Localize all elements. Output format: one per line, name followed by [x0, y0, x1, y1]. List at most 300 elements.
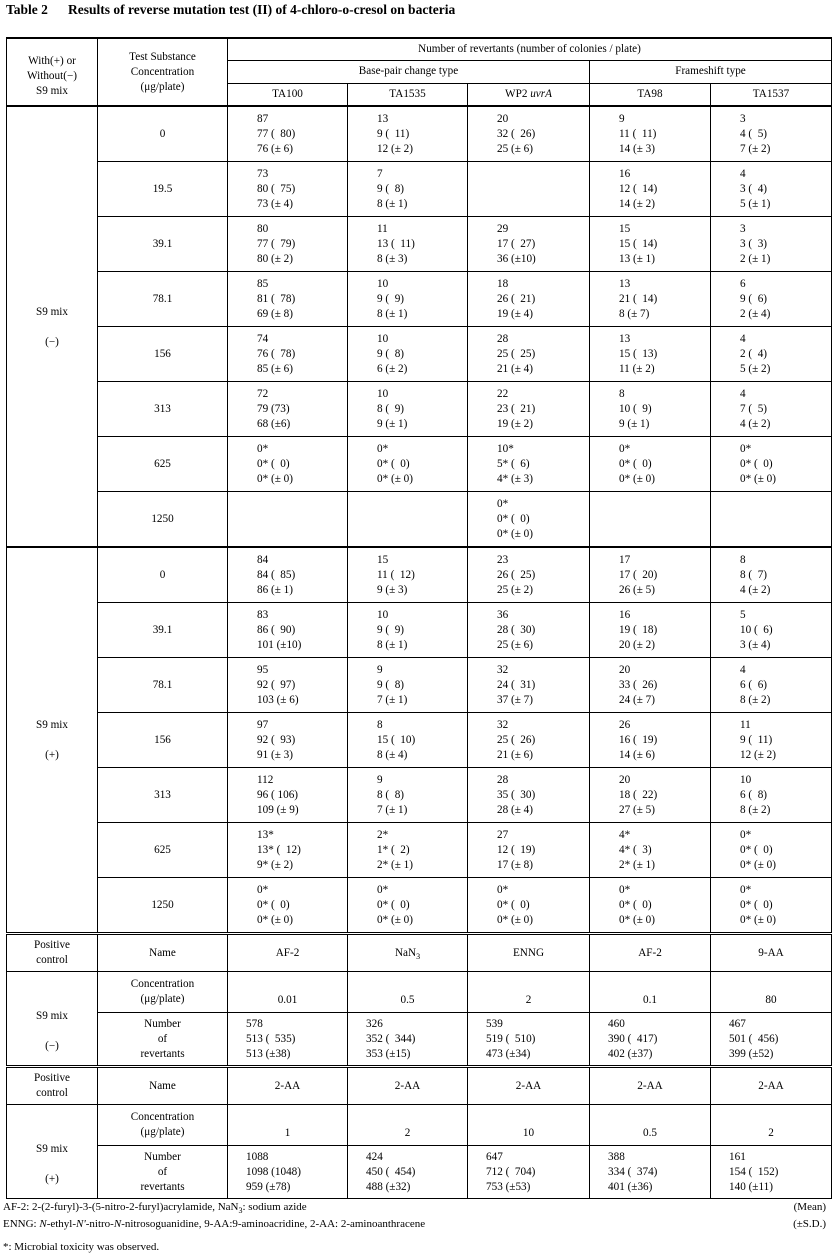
concentration-cell: 156 — [98, 713, 228, 768]
footnote-abbrev-1: AF-2: 2-(2-furyl)-3-(5-nitro-2-furyl)acrylamide, NaN$_3$: sodium azide — [3, 1201, 307, 1216]
colony-count: 8 (± 1) — [377, 638, 408, 651]
table-row — [7, 217, 832, 272]
colony-count: 9* (± 2) — [257, 858, 293, 871]
colony-count: 6 ( 8) — [740, 788, 768, 801]
colony-count: 80 ( 75) — [257, 182, 296, 195]
strain-header: TA1537 — [711, 83, 832, 106]
colony-count: 92 ( 93) — [257, 733, 296, 746]
s9-header-line: Without(−) — [27, 69, 77, 82]
positive-control-line: Positive — [33, 1072, 71, 1084]
table-caption: Results of reverse mutation test (II) of 4-chloro-o-cresol on bacteria — [68, 2, 456, 17]
colony-count: 69 (± 8) — [257, 307, 293, 320]
colony-count: 8 — [377, 718, 383, 731]
s9-group-label — [7, 106, 98, 547]
colony-count: 77 ( 79) — [257, 237, 296, 250]
footnote-toxicity: *: Microbial toxicity was observed. — [3, 1241, 160, 1253]
table-row — [7, 603, 832, 658]
colony-count: 20 — [497, 112, 509, 125]
concentration-label-line: Concentration — [130, 978, 195, 990]
colony-count: 0* — [497, 883, 509, 896]
colony-count: 0* (± 0) — [619, 472, 655, 485]
colony-count: 14 (± 6) — [619, 748, 655, 761]
colony-count: 10 — [377, 277, 389, 290]
concentration-cell: 0 — [98, 547, 228, 603]
revertant-cell — [228, 603, 348, 658]
basepair-header: Base-pair change type — [228, 61, 590, 83]
colony-count: 6 ( 6) — [740, 678, 768, 691]
control-revertant-cell — [711, 1013, 832, 1067]
control-concentration: 2 — [468, 972, 590, 1013]
revertant-cell — [468, 327, 590, 382]
colony-count: 10 — [377, 608, 389, 621]
colony-count: 109 (± 9) — [257, 803, 299, 816]
colony-count: 0* (± 0) — [740, 913, 776, 926]
s9-header-line: With(+) or — [28, 54, 76, 67]
colony-count: 9 ( 9) — [377, 292, 405, 305]
colony-count: 488 (±32) — [366, 1180, 411, 1193]
colony-count: 15 — [619, 222, 631, 235]
revertant-cell — [228, 382, 348, 437]
colony-count: 9 — [377, 773, 383, 786]
colony-count: 12 (± 2) — [377, 142, 413, 155]
revertant-cell — [228, 492, 348, 548]
colony-count: 18 ( 22) — [619, 788, 658, 801]
revertant-cell — [711, 547, 832, 603]
colony-count: 9 ( 8) — [377, 182, 405, 195]
colony-count: 8 — [740, 553, 746, 566]
colony-count: 5* ( 6) — [497, 457, 530, 470]
table-row — [7, 878, 832, 934]
revertant-cell — [711, 713, 832, 768]
colony-count: 36 — [497, 608, 509, 621]
colony-count: 92 ( 97) — [257, 678, 296, 691]
colony-count: 10 — [740, 773, 752, 786]
control-substance: 2-AA — [348, 1067, 468, 1105]
conc-header — [98, 38, 228, 106]
concentration-cell: 78.1 — [98, 272, 228, 327]
revertant-cell — [468, 106, 590, 162]
colony-count: 959 (±78) — [246, 1180, 291, 1193]
revertant-cell — [228, 768, 348, 823]
control-revertant-cell — [590, 1146, 711, 1199]
colony-count: 26 ( 25) — [497, 568, 536, 581]
colony-count: 8 (± 3) — [377, 252, 408, 265]
revertant-cell — [468, 217, 590, 272]
revertant-cell — [590, 272, 711, 327]
colony-count: 33 ( 26) — [619, 678, 658, 691]
colony-count: 28 — [497, 773, 509, 786]
footnote-line2 — [3, 1218, 425, 1230]
colony-count: 712 ( 704) — [486, 1165, 536, 1178]
revertant-cell — [590, 382, 711, 437]
colony-count: 28 (± 4) — [497, 803, 533, 816]
revertant-cell — [228, 547, 348, 603]
revertant-cell — [590, 658, 711, 713]
colony-count: 5 (± 1) — [740, 197, 771, 210]
colony-count: 0* — [497, 497, 509, 510]
colony-count: 17 (± 8) — [497, 858, 533, 871]
revertant-cell — [348, 547, 468, 603]
colony-count: 2* — [377, 828, 389, 841]
colony-count: 513 (±38) — [246, 1047, 291, 1060]
control-revertant-row — [7, 1146, 832, 1199]
colony-count: 4* — [619, 828, 631, 841]
colony-count: 32 ( 26) — [497, 127, 536, 140]
colony-count: 13 — [377, 112, 389, 125]
colony-count: 8 (± 1) — [377, 307, 408, 320]
control-substance: 2-AA — [711, 1067, 832, 1105]
colony-count: 0* — [257, 442, 269, 455]
colony-count: 85 (± 6) — [257, 362, 293, 375]
revertant-cell — [590, 547, 711, 603]
revertant-cell — [348, 878, 468, 934]
revertant-cell — [468, 382, 590, 437]
colony-count: 25 (± 2) — [497, 583, 533, 596]
control-concentration: 10 — [468, 1105, 590, 1146]
colony-count: 9 — [377, 663, 383, 676]
colony-count: 21 (± 6) — [497, 748, 533, 761]
strain-header: TA100 — [228, 83, 348, 106]
revertant-cell — [468, 823, 590, 878]
revertants-label-line: Number — [144, 1150, 181, 1163]
colony-count: 25 (± 6) — [497, 638, 533, 651]
colony-count: 23 — [497, 553, 509, 566]
concentration-cell: 313 — [98, 382, 228, 437]
colony-count: 16 ( 19) — [619, 733, 658, 746]
colony-count: 80 — [257, 222, 269, 235]
colony-count: 73 — [257, 167, 269, 180]
strain-header: TA98 — [590, 83, 711, 106]
colony-count: 460 — [608, 1017, 625, 1030]
colony-count: 14 (± 3) — [619, 142, 655, 155]
control-conc-row — [7, 972, 832, 1013]
colony-count: 4 (± 2) — [740, 417, 771, 430]
colony-count: 27 — [497, 828, 509, 841]
colony-count: 513 ( 535) — [246, 1032, 296, 1045]
table-row — [7, 658, 832, 713]
colony-count: 647 — [486, 1150, 503, 1163]
concentration-cell: 1250 — [98, 492, 228, 548]
colony-count: 1098 (1048) — [246, 1165, 301, 1178]
revertant-cell — [711, 658, 832, 713]
colony-count: 17 — [619, 553, 631, 566]
footnote-sd: (±S.D.) — [793, 1218, 826, 1230]
revertants-label-line: of — [157, 1032, 168, 1045]
revertants-header: Number of revertants (number of colonies / plate) — [228, 38, 832, 61]
colony-count: 9 ( 8) — [377, 678, 405, 691]
colony-count: 36 (±10) — [497, 252, 536, 265]
revertant-cell — [468, 437, 590, 492]
revertant-cell — [590, 106, 711, 162]
colony-count: 26 — [619, 718, 631, 731]
colony-count: 68 (±6) — [257, 417, 291, 430]
table-body — [7, 38, 832, 1199]
revertant-cell — [228, 823, 348, 878]
revertant-cell — [348, 106, 468, 162]
control-concentration: 2 — [348, 1105, 468, 1146]
colony-count: 4 (± 2) — [740, 583, 771, 596]
s9-group-label-line: S9 mix — [35, 719, 69, 731]
control-s9-line: S9 mix — [35, 1010, 69, 1022]
revertants-label — [98, 1013, 228, 1067]
colony-count: 467 — [729, 1017, 746, 1030]
table-row — [7, 106, 832, 162]
colony-count: 77 ( 80) — [257, 127, 296, 140]
colony-count: 8 (± 7) — [619, 307, 650, 320]
concentration-cell: 0 — [98, 106, 228, 162]
colony-count: 15 — [377, 553, 389, 566]
colony-count: 1088 — [246, 1150, 269, 1163]
colony-count: 0* ( 0) — [257, 457, 290, 470]
colony-count: 15 ( 14) — [619, 237, 658, 250]
control-revertant-cell — [228, 1013, 348, 1067]
revertant-cell — [228, 272, 348, 327]
revertant-cell — [468, 492, 590, 548]
footnote-line1 — [3, 1201, 307, 1216]
colony-count: 16 — [619, 167, 631, 180]
concentration-cell: 19.5 — [98, 162, 228, 217]
colony-count: 4 — [740, 387, 746, 400]
colony-count: 5 (± 2) — [740, 362, 771, 375]
colony-count: 13 — [619, 332, 631, 345]
colony-count: 28 ( 30) — [497, 623, 536, 636]
colony-count: 10 ( 9) — [619, 402, 652, 415]
colony-count: 402 (±37) — [608, 1047, 653, 1060]
control-s9-line: (+) — [45, 1173, 59, 1185]
s9-header — [7, 38, 98, 106]
revertant-cell — [468, 162, 590, 217]
concentration-cell: 313 — [98, 768, 228, 823]
colony-count: 76 ( 78) — [257, 347, 296, 360]
colony-count: 6 (± 2) — [377, 362, 408, 375]
colony-count: 0* (± 0) — [740, 472, 776, 485]
header-row-1 — [7, 38, 832, 61]
revertants-label — [98, 1146, 228, 1199]
colony-count: 11 — [377, 222, 388, 235]
colony-count: 7 — [377, 167, 383, 180]
control-substance: 9-AA — [711, 934, 832, 972]
name-label: Name — [98, 934, 228, 972]
revertant-cell — [348, 603, 468, 658]
table-row — [7, 162, 832, 217]
control-conc-row — [7, 1105, 832, 1146]
colony-count: 16 — [619, 608, 631, 621]
colony-count: 501 ( 456) — [729, 1032, 779, 1045]
revertant-cell — [711, 272, 832, 327]
colony-count: 8 ( 7) — [740, 568, 768, 581]
colony-count: 28 — [497, 332, 509, 345]
revertant-cell — [590, 603, 711, 658]
colony-count: 26 ( 21) — [497, 292, 536, 305]
colony-count: 22 — [497, 387, 509, 400]
colony-count: 7 (± 1) — [377, 693, 408, 706]
colony-count: 753 (±53) — [486, 1180, 531, 1193]
revertant-cell — [468, 658, 590, 713]
positive-control-line: control — [36, 1087, 68, 1099]
colony-count: 25 ( 25) — [497, 347, 536, 360]
colony-count: 35 ( 30) — [497, 788, 536, 801]
colony-count: 21 (± 4) — [497, 362, 533, 375]
revertant-cell — [348, 437, 468, 492]
colony-count: 0* — [740, 883, 752, 896]
colony-count: 0* (± 0) — [257, 913, 293, 926]
colony-count: 0* — [377, 883, 389, 896]
colony-count: 32 — [497, 718, 509, 731]
colony-count: 161 — [729, 1150, 746, 1163]
colony-count: 0* — [619, 883, 631, 896]
colony-count: 2 (± 4) — [740, 307, 771, 320]
colony-count: 519 ( 510) — [486, 1032, 536, 1045]
revertant-cell — [468, 713, 590, 768]
colony-count: 3 — [740, 112, 746, 125]
revertant-cell — [590, 823, 711, 878]
control-concentration: 80 — [711, 972, 832, 1013]
colony-count: 72 — [257, 387, 269, 400]
colony-count: 97 — [257, 718, 269, 731]
revertants-label-line: revertants — [140, 1180, 185, 1193]
colony-count: 13* ( 12) — [257, 843, 301, 856]
revertant-cell — [228, 878, 348, 934]
colony-count: 450 ( 454) — [366, 1165, 416, 1178]
positive-control-label — [7, 1067, 98, 1105]
colony-count: 334 ( 374) — [608, 1165, 658, 1178]
control-concentration: 0.1 — [590, 972, 711, 1013]
revertant-cell — [711, 106, 832, 162]
colony-count: 91 (± 3) — [257, 748, 293, 761]
table-row — [7, 327, 832, 382]
revertant-cell — [590, 162, 711, 217]
s9-group-label-line: (+) — [45, 749, 59, 761]
colony-count: 95 — [257, 663, 269, 676]
colony-count: 7 (± 1) — [377, 803, 408, 816]
revertant-cell — [228, 217, 348, 272]
colony-count: 4 — [740, 663, 746, 676]
colony-count: 25 ( 26) — [497, 733, 536, 746]
table-row — [7, 823, 832, 878]
s9-group-label-line: (−) — [45, 335, 59, 348]
colony-count: 29 — [497, 222, 509, 235]
revertant-cell — [711, 823, 832, 878]
colony-count: 15 ( 13) — [619, 347, 658, 360]
colony-count: 11 ( 12) — [377, 568, 415, 581]
revertant-cell — [228, 658, 348, 713]
revertant-cell — [590, 713, 711, 768]
concentration-cell: 625 — [98, 823, 228, 878]
revertant-cell — [228, 437, 348, 492]
colony-count: 18 — [497, 277, 509, 290]
colony-count: 32 — [497, 663, 509, 676]
results-table — [6, 37, 832, 1199]
revertant-cell — [711, 327, 832, 382]
colony-count: 2* (± 1) — [377, 858, 413, 871]
revertant-cell — [348, 162, 468, 217]
colony-count: 7 ( 5) — [740, 402, 768, 415]
colony-count: 10 ( 6) — [740, 623, 773, 636]
colony-count: 13 — [619, 277, 631, 290]
colony-count: 9 ( 11) — [377, 127, 410, 140]
revertant-cell — [228, 327, 348, 382]
control-concentration: 1 — [228, 1105, 348, 1146]
revertants-label-line: Number — [144, 1017, 181, 1030]
colony-count: 0* (± 0) — [257, 472, 293, 485]
revertant-cell — [711, 768, 832, 823]
revertants-label-line: revertants — [140, 1047, 185, 1060]
colony-count: 8 (± 1) — [377, 197, 408, 210]
colony-count: 0* ( 0) — [377, 898, 410, 911]
revertant-cell — [711, 492, 832, 548]
revertant-cell — [590, 878, 711, 934]
revertant-cell — [590, 217, 711, 272]
frameshift-header: Frameshift type — [590, 61, 832, 83]
colony-count: 84 ( 85) — [257, 568, 296, 581]
revertant-cell — [468, 272, 590, 327]
concentration-cell: 78.1 — [98, 658, 228, 713]
control-substance: NaN$_3$ — [348, 934, 468, 972]
colony-count: 9 ( 9) — [377, 623, 405, 636]
control-concentration: 0.5 — [590, 1105, 711, 1146]
colony-count: 390 ( 417) — [608, 1032, 658, 1045]
colony-count: 0* — [740, 828, 752, 841]
revertant-cell — [348, 713, 468, 768]
colony-count: 0* ( 0) — [740, 898, 773, 911]
colony-count: 19 ( 18) — [619, 623, 658, 636]
control-concentration: 0.5 — [348, 972, 468, 1013]
revertant-cell — [348, 768, 468, 823]
colony-count: 87 — [257, 112, 269, 125]
colony-count: 9 ( 6) — [740, 292, 768, 305]
revertant-cell — [228, 162, 348, 217]
positive-control-label — [7, 934, 98, 972]
revertant-cell — [468, 603, 590, 658]
table-row — [7, 382, 832, 437]
revertant-cell — [468, 768, 590, 823]
colony-count: 13 ( 11) — [377, 237, 415, 250]
colony-count: 81 ( 78) — [257, 292, 296, 305]
control-substance: 2-AA — [228, 1067, 348, 1105]
table-row — [7, 768, 832, 823]
colony-count: 2 (± 1) — [740, 252, 771, 265]
colony-count: 1* ( 2) — [377, 843, 410, 856]
colony-count: 76 (± 6) — [257, 142, 293, 155]
control-substance: AF-2 — [228, 934, 348, 972]
control-name-row — [7, 1067, 832, 1105]
table-number: Table 2 — [6, 2, 48, 17]
colony-count: 13 (± 1) — [619, 252, 655, 265]
conc-header-line: Concentration — [130, 65, 195, 78]
s9-header-line: S9 mix — [35, 84, 69, 97]
revertant-cell — [348, 658, 468, 713]
control-revertant-cell — [468, 1013, 590, 1067]
footnote-mean: (Mean) — [793, 1201, 826, 1213]
table-row — [7, 492, 832, 548]
table-row — [7, 547, 832, 603]
control-s9-label — [7, 972, 98, 1067]
colony-count: 140 (±11) — [729, 1180, 773, 1193]
colony-count: 9 (± 1) — [619, 417, 650, 430]
control-revertant-cell — [468, 1146, 590, 1199]
control-revertant-row — [7, 1013, 832, 1067]
colony-count: 19 (± 2) — [497, 417, 533, 430]
footnote-abbrev-2: ENNG: N-ethyl-N'-nitro-N-nitrosoguanidine, 9-AA:9-aminoacridine, 2-AA: 2-aminoanthracene — [3, 1218, 426, 1230]
revertant-cell — [468, 878, 590, 934]
colony-count: 0* ( 0) — [619, 457, 652, 470]
colony-count: 10* — [497, 442, 514, 455]
revertants-label-line: of — [157, 1165, 168, 1178]
colony-count: 15 ( 10) — [377, 733, 416, 746]
colony-count: 10 — [377, 387, 389, 400]
colony-count: 9 — [619, 112, 625, 125]
colony-count: 12 ( 19) — [497, 843, 536, 856]
